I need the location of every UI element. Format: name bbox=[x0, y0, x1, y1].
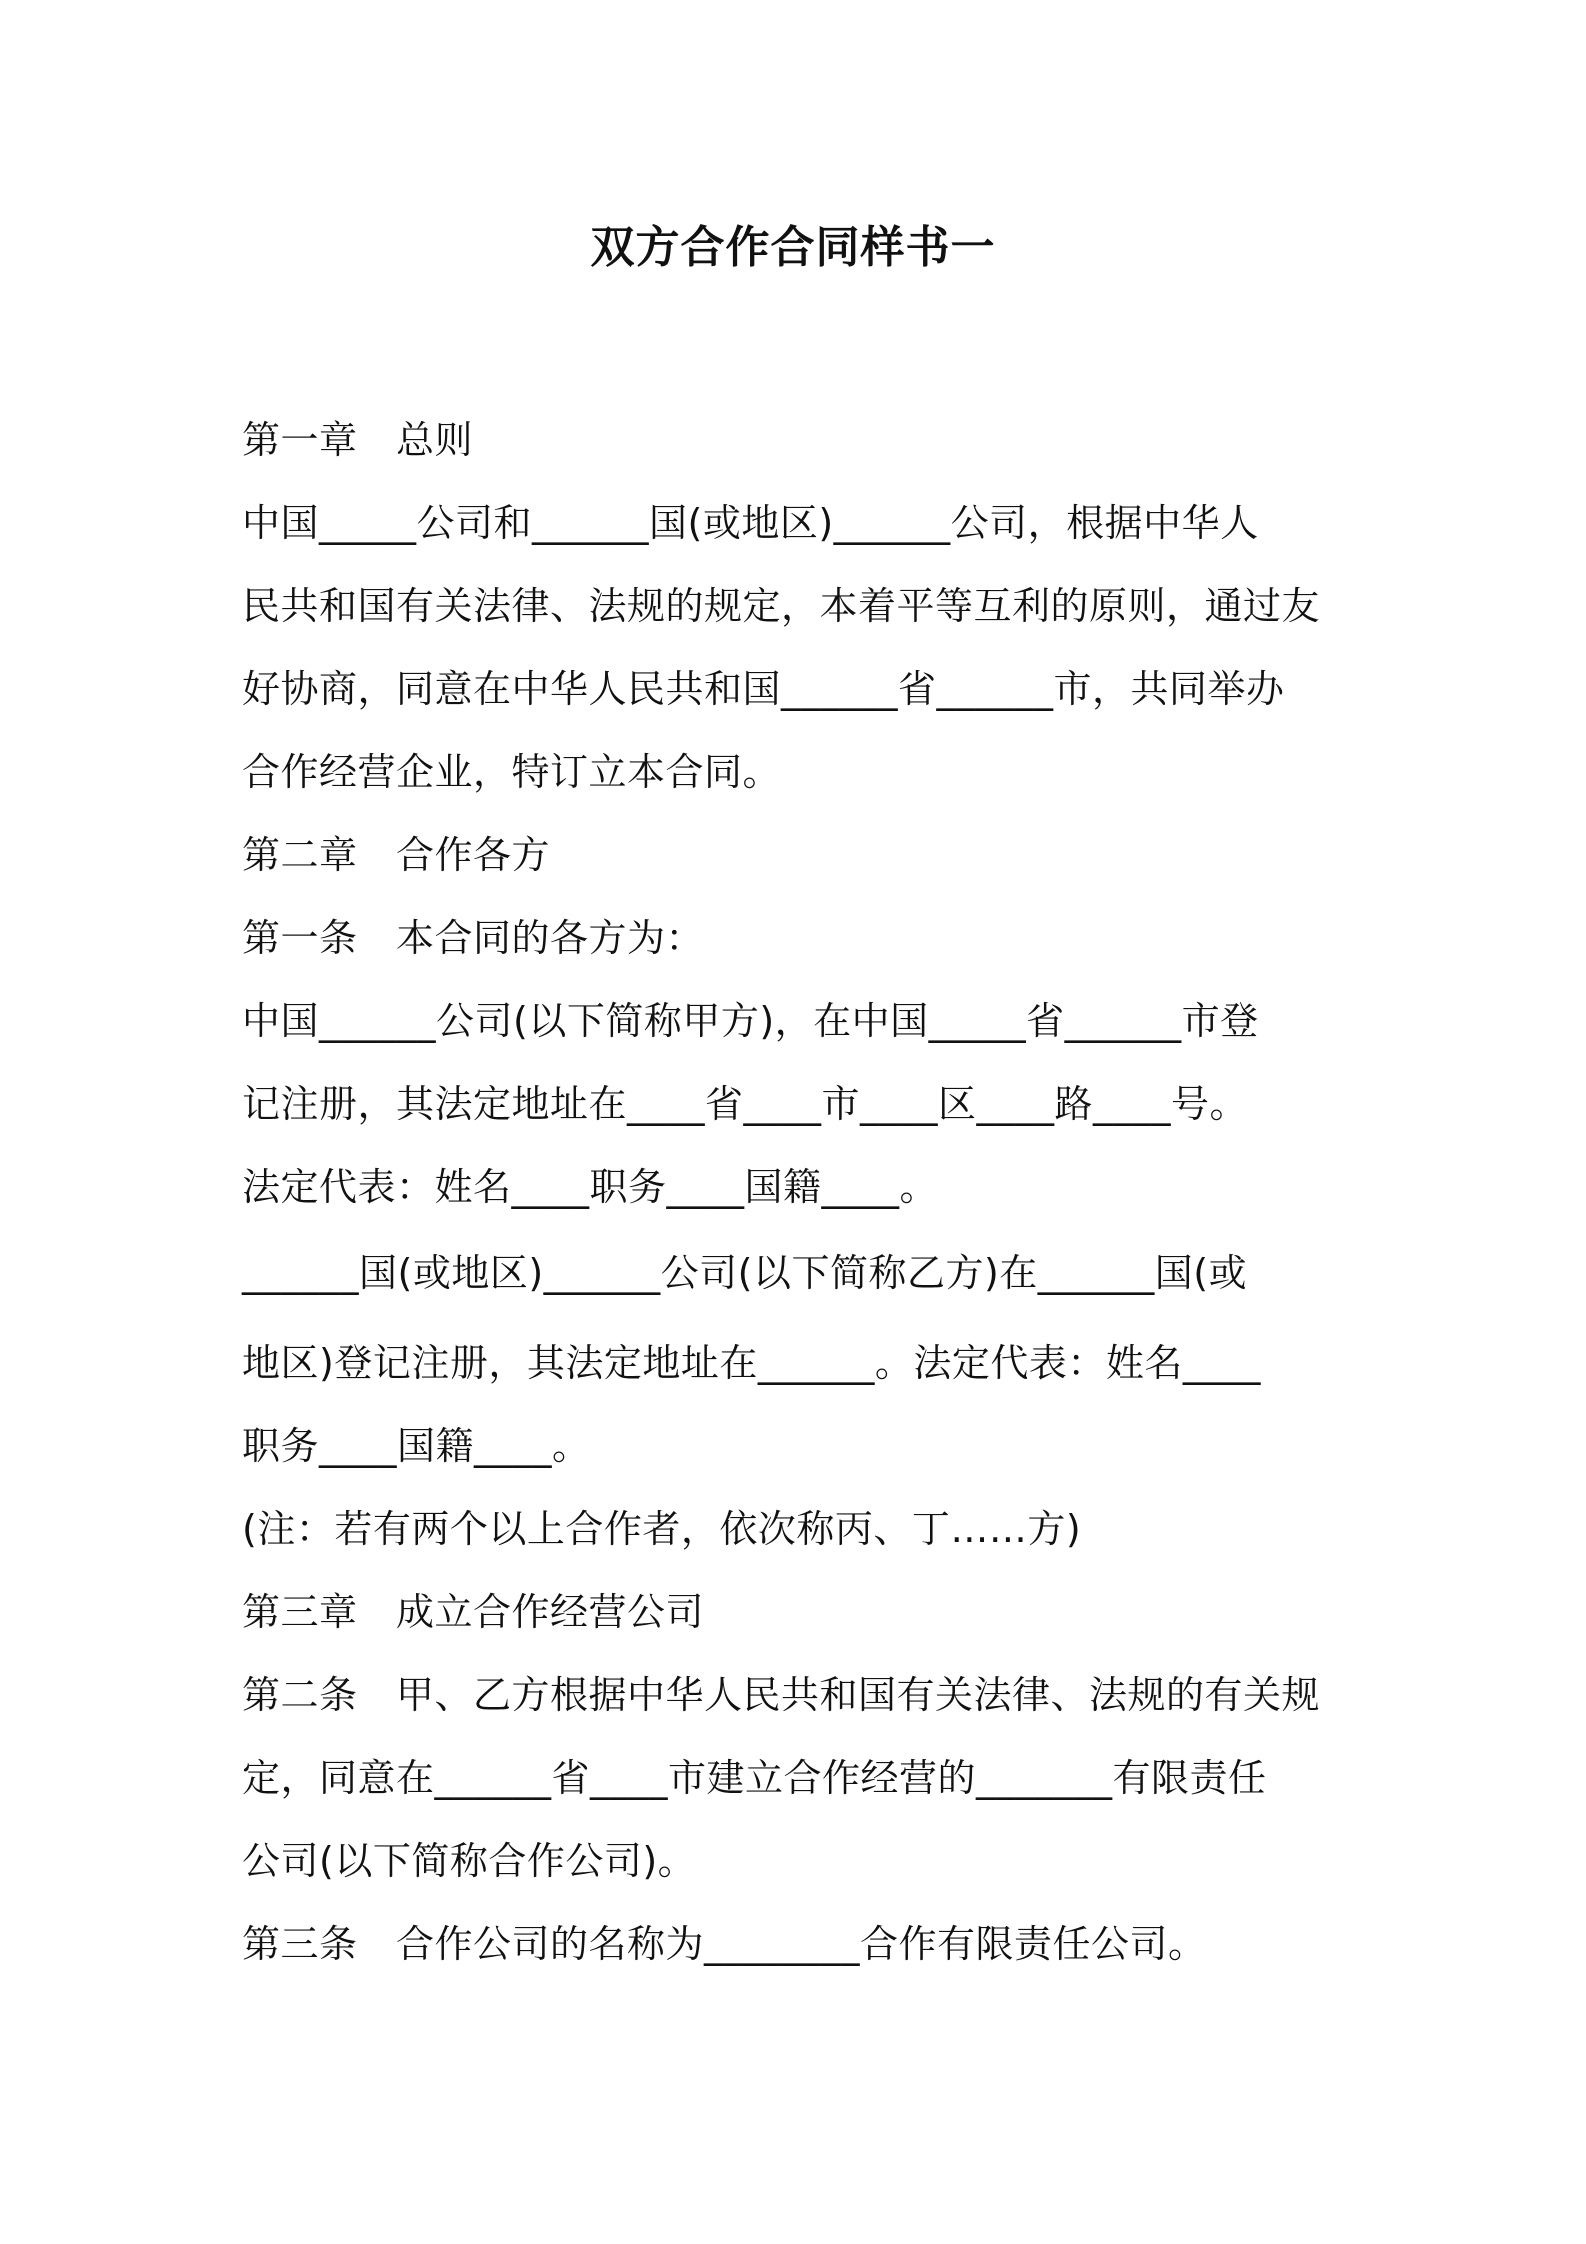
paragraph-line: 合作经营企业，特订立本合同。 bbox=[242, 750, 782, 794]
article-1-line: 第一条 本合同的各方为： bbox=[242, 916, 705, 960]
article-2-line: 第二条 甲、乙方根据中华人民共和国有关法律、法规的有关规 bbox=[242, 1673, 1321, 1717]
paragraph-line: 好协商，同意在中华人民共和国______省______市，共同举办 bbox=[242, 667, 1285, 711]
paragraph-line: 民共和国有关法律、法规的规定，本着平等互利的原则，通过友 bbox=[242, 584, 1321, 628]
article-3-line: 第三条 合作公司的名称为________合作有限责任公司。 bbox=[242, 1922, 1207, 1966]
chapter-2-heading: 第二章 合作各方 bbox=[242, 833, 551, 877]
paragraph-line: 职务____国籍____。 bbox=[242, 1424, 591, 1468]
paragraph-line: 中国______公司(以下简称甲方)，在中国_____省______市登 bbox=[242, 999, 1259, 1043]
paragraph-line: 定，同意在______省____市建立合作经营的_______有限责任 bbox=[242, 1756, 1267, 1800]
chapter-3-heading: 第三章 成立合作经营公司 bbox=[242, 1590, 705, 1634]
chapter-1-heading: 第一章 总则 bbox=[242, 418, 474, 462]
paragraph-line: 记注册，其法定地址在____省____市____区____路____号。 bbox=[242, 1082, 1249, 1126]
note-line: (注：若有两个以上合作者，依次称丙、丁……方) bbox=[242, 1507, 1082, 1551]
paragraph-line: 法定代表：姓名____职务____国籍____。 bbox=[242, 1165, 939, 1209]
paragraph-line: 地区)登记注册，其法定地址在______。法定代表：姓名____ bbox=[242, 1341, 1261, 1385]
paragraph-line: 公司(以下简称合作公司)。 bbox=[242, 1839, 697, 1883]
document-title: 双方合作合同样书一 bbox=[590, 222, 996, 273]
paragraph-line: 中国_____公司和______国(或地区)______公司，根据中华人 bbox=[242, 501, 1259, 545]
paragraph-line: ______国(或地区)______公司(以下简称乙方)在______国(或 bbox=[242, 1251, 1248, 1295]
